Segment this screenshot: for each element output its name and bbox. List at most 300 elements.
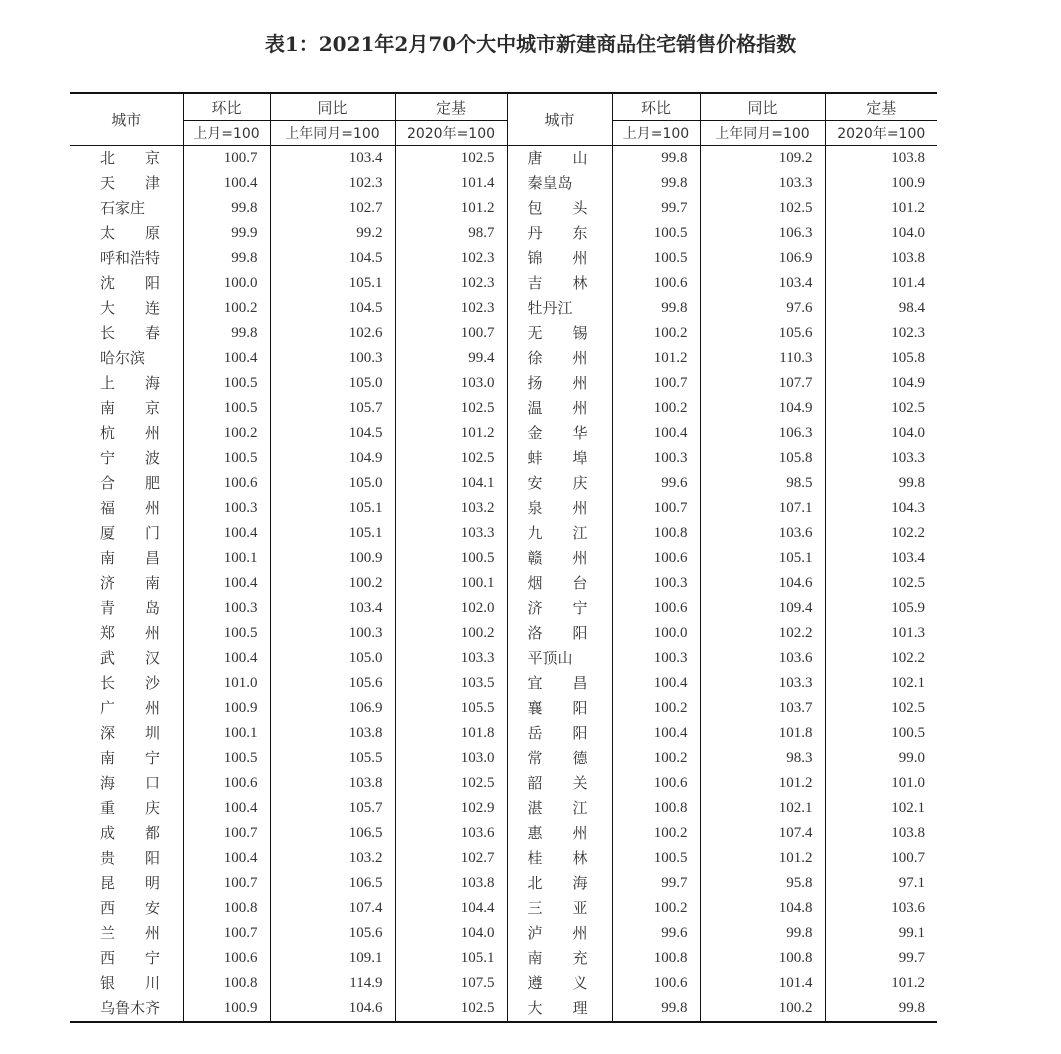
city-label: 大 连 [100,299,161,317]
city-name-right [507,571,612,596]
mom-value-right: 100.6 [612,596,700,621]
base-value-right: 100.9 [825,171,937,196]
yoy-value-left: 105.6 [270,921,395,946]
city-label: 沈 阳 [100,274,161,292]
city-label: 襄 阳 [527,699,588,717]
mom-value-left: 100.7 [183,146,270,172]
mom-value-right: 100.2 [612,896,700,921]
city-name-left [70,496,183,521]
mom-value-right: 100.2 [612,321,700,346]
yoy-value-right: 107.4 [700,821,825,846]
city-name-right [507,596,612,621]
base-value-left: 102.3 [395,271,507,296]
city-name-right [507,171,612,196]
yoy-value-left: 105.1 [270,496,395,521]
base-value-right: 99.8 [825,996,937,1022]
mom-value-left: 100.5 [183,396,270,421]
table-row [70,521,937,546]
table-row [70,946,937,971]
city-name-left [70,821,183,846]
yoy-value-left: 104.6 [270,996,395,1022]
city-label: 南 充 [527,949,588,967]
city-name-right [507,496,612,521]
city-name-left [70,396,183,421]
city-label: 安 庆 [527,474,588,492]
base-value-right: 102.5 [825,696,937,721]
mom-value-left: 100.7 [183,821,270,846]
base-value-right: 104.0 [825,221,937,246]
city-label: 三 亚 [527,899,588,917]
yoy-value-left: 104.9 [270,446,395,471]
mom-value-left: 100.3 [183,596,270,621]
mom-value-left: 100.4 [183,171,270,196]
city-name-right [507,546,612,571]
base-value-right: 105.9 [825,596,937,621]
city-label: 南 昌 [100,549,161,567]
city-name-left [70,946,183,971]
table-row [70,921,937,946]
city-name-left [70,196,183,221]
city-name-left [70,271,183,296]
table-row [70,471,937,496]
mom-value-left: 101.0 [183,671,270,696]
base-value-left: 107.5 [395,971,507,996]
table-row [70,321,937,346]
yoy-value-right: 106.3 [700,421,825,446]
city-label: 包 头 [527,199,588,217]
city-label: 烟 台 [527,574,588,592]
base-value-right: 102.2 [825,646,937,671]
city-name-left [70,171,183,196]
mom-value-right: 100.2 [612,821,700,846]
city-name-left [70,446,183,471]
mom-value-left: 100.4 [183,521,270,546]
table-row [70,396,937,421]
city-name-left [70,671,183,696]
mom-value-right: 100.3 [612,646,700,671]
city-name-left [70,571,183,596]
city-name-right [507,946,612,971]
header-city-left: 城市 [70,93,183,146]
city-label: 武 汉 [100,649,161,667]
base-value-right: 104.0 [825,421,937,446]
table-row [70,496,937,521]
yoy-value-right: 102.2 [700,621,825,646]
city-name-left [70,596,183,621]
city-name-left [70,921,183,946]
city-name-right [507,871,612,896]
city-label: 北 海 [527,874,588,892]
table-row [70,546,937,571]
yoy-value-left: 105.0 [270,646,395,671]
city-name-right [507,846,612,871]
mom-value-right: 100.7 [612,371,700,396]
base-value-left: 101.2 [395,421,507,446]
table-row [70,746,937,771]
base-value-right: 103.8 [825,246,937,271]
yoy-value-right: 98.3 [700,746,825,771]
city-name-left [70,721,183,746]
city-label: 九 江 [527,524,588,542]
table-row [70,996,937,1022]
mom-value-right: 100.4 [612,421,700,446]
yoy-value-right: 101.2 [700,846,825,871]
mom-value-left: 100.4 [183,346,270,371]
table-row [70,146,937,172]
base-value-right: 100.7 [825,846,937,871]
mom-value-right: 100.8 [612,796,700,821]
city-label: 洛 阳 [527,624,588,642]
mom-value-left: 100.6 [183,946,270,971]
yoy-value-left: 105.5 [270,746,395,771]
city-label: 泸 州 [527,924,588,942]
mom-value-right: 100.6 [612,771,700,796]
city-name-right [507,146,612,172]
yoy-value-left: 105.0 [270,371,395,396]
header-mom-left: 环比 [183,93,270,121]
city-label: 石家庄 [100,199,146,217]
yoy-value-right: 107.1 [700,496,825,521]
city-label: 常 德 [527,749,588,767]
mom-value-right: 99.8 [612,296,700,321]
mom-value-right: 99.8 [612,996,700,1022]
city-name-left [70,871,183,896]
base-value-left: 104.1 [395,471,507,496]
base-value-left: 105.1 [395,946,507,971]
base-value-left: 103.8 [395,871,507,896]
yoy-value-left: 107.4 [270,896,395,921]
yoy-value-right: 103.3 [700,671,825,696]
table-row [70,696,937,721]
base-value-left: 104.4 [395,896,507,921]
base-value-right: 103.8 [825,821,937,846]
city-name-right [507,796,612,821]
city-label: 厦 门 [100,524,161,542]
yoy-value-right: 100.2 [700,996,825,1022]
city-name-left [70,146,183,172]
city-label: 宁 波 [100,449,161,467]
city-name-left [70,471,183,496]
yoy-value-left: 100.2 [270,571,395,596]
city-name-left [70,646,183,671]
base-value-right: 105.8 [825,346,937,371]
mom-value-right: 99.7 [612,196,700,221]
base-value-right: 99.8 [825,471,937,496]
table-row [70,271,937,296]
base-value-right: 103.6 [825,896,937,921]
city-label: 合 肥 [100,474,161,492]
city-name-left [70,621,183,646]
city-name-right [507,371,612,396]
city-label: 锦 州 [527,249,588,267]
base-value-right: 101.4 [825,271,937,296]
header-yoy-right: 同比 [700,93,825,121]
yoy-value-left: 114.9 [270,971,395,996]
city-name-right [507,196,612,221]
table-row [70,246,937,271]
mom-value-left: 100.8 [183,896,270,921]
yoy-value-right: 97.6 [700,296,825,321]
header-base-unit-right: 2020年=100 [825,121,937,146]
price-index-table [70,92,937,1023]
city-label: 无 锡 [527,324,588,342]
yoy-value-left: 109.1 [270,946,395,971]
yoy-value-right: 106.9 [700,246,825,271]
base-value-left: 102.5 [395,146,507,172]
city-label: 海 口 [100,774,161,792]
mom-value-left: 100.5 [183,621,270,646]
mom-value-left: 99.8 [183,321,270,346]
city-label: 平顶山 [527,649,573,667]
mom-value-left: 100.0 [183,271,270,296]
city-name-right [507,896,612,921]
base-value-right: 99.0 [825,746,937,771]
city-label: 蚌 埠 [527,449,588,467]
mom-value-right: 100.4 [612,671,700,696]
mom-value-left: 99.8 [183,246,270,271]
yoy-value-left: 100.3 [270,346,395,371]
yoy-value-left: 105.1 [270,271,395,296]
yoy-value-right: 101.8 [700,721,825,746]
yoy-value-left: 103.4 [270,596,395,621]
city-name-left [70,296,183,321]
yoy-value-right: 101.4 [700,971,825,996]
city-name-left [70,321,183,346]
yoy-value-left: 100.9 [270,546,395,571]
base-value-left: 102.3 [395,296,507,321]
mom-value-left: 100.5 [183,746,270,771]
city-name-right [507,671,612,696]
base-value-left: 101.4 [395,171,507,196]
city-name-right [507,996,612,1022]
header-mom-unit-left: 上月=100 [183,121,270,146]
city-name-left [70,896,183,921]
base-value-right: 97.1 [825,871,937,896]
city-name-right [507,721,612,746]
base-value-left: 103.0 [395,371,507,396]
yoy-value-right: 103.6 [700,521,825,546]
base-value-left: 103.3 [395,646,507,671]
mom-value-right: 99.6 [612,471,700,496]
city-name-right [507,471,612,496]
mom-value-right: 100.6 [612,271,700,296]
city-label: 青 岛 [100,599,161,617]
yoy-value-left: 106.9 [270,696,395,721]
city-name-right [507,346,612,371]
table-row [70,621,937,646]
base-value-left: 100.5 [395,546,507,571]
yoy-value-right: 98.5 [700,471,825,496]
mom-value-left: 100.3 [183,496,270,521]
mom-value-right: 100.0 [612,621,700,646]
mom-value-right: 100.5 [612,221,700,246]
base-value-right: 102.1 [825,671,937,696]
city-name-right [507,771,612,796]
header-yoy-left: 同比 [270,93,395,121]
city-label: 西 宁 [100,949,161,967]
city-label: 贵 阳 [100,849,161,867]
city-label: 惠 州 [527,824,588,842]
mom-value-left: 100.5 [183,446,270,471]
city-name-right [507,921,612,946]
table-title: 表1：2021年2月70个大中城市新建商品住宅销售价格指数 [264,32,797,56]
yoy-value-left: 105.7 [270,396,395,421]
header-city-right: 城市 [507,93,612,146]
yoy-value-left: 104.5 [270,296,395,321]
city-name-left [70,371,183,396]
city-label: 吉 林 [527,274,588,292]
base-value-left: 102.3 [395,246,507,271]
yoy-value-right: 100.8 [700,946,825,971]
mom-value-left: 100.2 [183,421,270,446]
yoy-value-right: 105.1 [700,546,825,571]
mom-value-left: 100.4 [183,646,270,671]
city-name-left [70,971,183,996]
base-value-right: 103.3 [825,446,937,471]
mom-value-right: 100.6 [612,546,700,571]
city-label: 太 原 [100,224,161,242]
mom-value-right: 99.7 [612,871,700,896]
base-value-left: 100.1 [395,571,507,596]
city-label: 银 川 [100,974,161,992]
city-name-right [507,746,612,771]
city-name-left [70,246,183,271]
table-row [70,771,937,796]
mom-value-left: 100.4 [183,796,270,821]
city-label: 南 宁 [100,749,161,767]
header-mom-unit-right: 上月=100 [612,121,700,146]
city-label: 济 南 [100,574,161,592]
mom-value-left: 100.1 [183,721,270,746]
city-label: 成 都 [100,824,161,842]
mom-value-left: 100.5 [183,371,270,396]
base-value-right: 102.1 [825,796,937,821]
yoy-value-left: 100.3 [270,621,395,646]
header-mom-right: 环比 [612,93,700,121]
base-value-left: 102.0 [395,596,507,621]
city-name-right [507,296,612,321]
mom-value-right: 100.3 [612,571,700,596]
yoy-value-left: 105.1 [270,521,395,546]
mom-value-left: 100.6 [183,771,270,796]
table-body [70,146,937,1023]
yoy-value-right: 109.2 [700,146,825,172]
header-base-unit-left: 2020年=100 [395,121,507,146]
city-name-right [507,271,612,296]
yoy-value-right: 103.3 [700,171,825,196]
city-label: 哈尔滨 [100,349,146,367]
city-name-right [507,246,612,271]
city-name-left [70,521,183,546]
base-value-left: 102.5 [395,771,507,796]
city-name-left [70,421,183,446]
yoy-value-right: 103.4 [700,271,825,296]
mom-value-left: 100.7 [183,921,270,946]
yoy-value-right: 95.8 [700,871,825,896]
city-name-right [507,621,612,646]
city-label: 上 海 [100,374,161,392]
base-value-left: 101.2 [395,196,507,221]
city-name-left [70,996,183,1022]
base-value-right: 99.1 [825,921,937,946]
yoy-value-right: 107.7 [700,371,825,396]
base-value-right: 103.4 [825,546,937,571]
city-label: 岳 阳 [527,724,588,742]
base-value-right: 99.7 [825,946,937,971]
mom-value-right: 100.8 [612,521,700,546]
yoy-value-left: 105.0 [270,471,395,496]
base-value-left: 103.0 [395,746,507,771]
header-yoy-unit-left: 上年同月=100 [270,121,395,146]
city-label: 兰 州 [100,924,161,942]
mom-value-right: 101.2 [612,346,700,371]
city-name-right [507,646,612,671]
city-label: 长 沙 [100,674,161,692]
city-label: 赣 州 [527,549,588,567]
yoy-value-right: 106.3 [700,221,825,246]
base-value-left: 102.5 [395,446,507,471]
yoy-value-left: 105.7 [270,796,395,821]
table-row [70,646,937,671]
table-row [70,221,937,246]
mom-value-right: 100.2 [612,396,700,421]
table-row [70,721,937,746]
table-row [70,821,937,846]
table-row [70,421,937,446]
yoy-value-right: 104.9 [700,396,825,421]
base-value-right: 101.2 [825,971,937,996]
city-label: 丹 东 [527,224,588,242]
base-value-left: 102.9 [395,796,507,821]
city-label: 昆 明 [100,874,161,892]
city-name-right [507,696,612,721]
city-label: 西 安 [100,899,161,917]
city-label: 郑 州 [100,624,161,642]
city-label: 韶 关 [527,774,588,792]
mom-value-left: 100.9 [183,996,270,1022]
city-label: 济 宁 [527,599,588,617]
table-row [70,296,937,321]
mom-value-left: 99.9 [183,221,270,246]
city-name-right [507,971,612,996]
base-value-right: 101.2 [825,196,937,221]
header-row-2 [70,121,937,146]
city-name-right [507,421,612,446]
city-name-left [70,546,183,571]
city-label: 唐 山 [527,149,588,167]
base-value-left: 105.5 [395,696,507,721]
table-row [70,896,937,921]
city-label: 秦皇岛 [527,174,573,192]
city-label: 大 理 [527,999,588,1017]
city-label: 宜 昌 [527,674,588,692]
base-value-right: 104.9 [825,371,937,396]
mom-value-left: 100.2 [183,296,270,321]
city-name-right [507,321,612,346]
mom-value-right: 99.8 [612,171,700,196]
city-label: 湛 江 [527,799,588,817]
base-value-left: 103.6 [395,821,507,846]
city-label: 温 州 [527,399,588,417]
mom-value-left: 100.4 [183,571,270,596]
city-name-right [507,821,612,846]
yoy-value-right: 104.8 [700,896,825,921]
base-value-right: 102.3 [825,321,937,346]
table-row [70,671,937,696]
city-name-left [70,696,183,721]
city-name-left [70,771,183,796]
mom-value-right: 100.4 [612,721,700,746]
